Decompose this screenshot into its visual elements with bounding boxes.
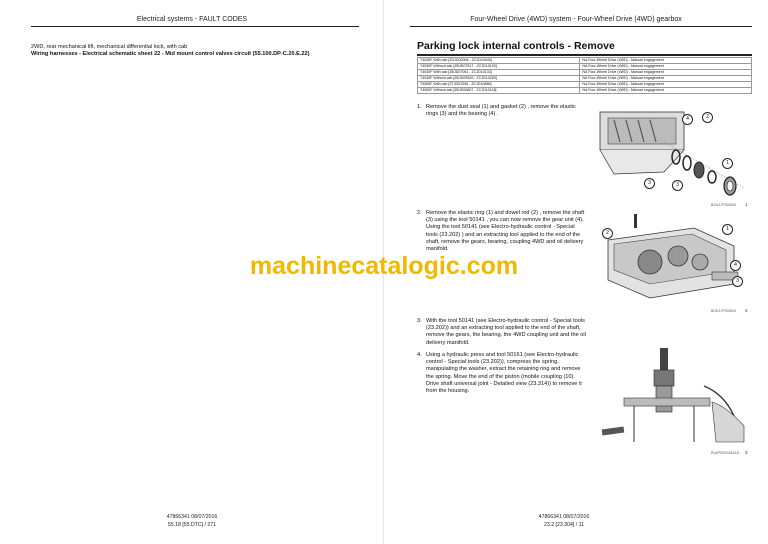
figure-1-number: 1 [745, 202, 748, 207]
model-cell: T4040F Without cab [ZBJD05509 - ZCJD10250] [418, 76, 580, 82]
model-cell: T4030F Without cab [ZBJD07517 - ZCJD10193] [418, 64, 580, 70]
step-4 [417, 352, 587, 395]
model-cell: T4030F With cab [ZDJD03006 - ZCJD10040] [418, 58, 580, 64]
callout-3: 3 [732, 276, 743, 287]
context-line: 2WD, rear mechanical lift, mechanical differential lock, with cab [31, 44, 188, 50]
callout-4: 4 [730, 260, 741, 271]
title-rule [417, 54, 752, 56]
callout-4: 4 [682, 114, 693, 125]
left-page-context [31, 44, 361, 58]
left-header-rule [31, 26, 359, 27]
variant-cell: NA Four-Wheel Drive (4WD) - Manual engagement [580, 70, 752, 76]
model-cell: T4050F With cab [ZTJD01008 - ZCJD10886] [418, 82, 580, 88]
right-page-header: Four-Wheel Drive (4WD) system - Four-Wheel Drive (4WD) gearbox [470, 16, 682, 23]
model-table [417, 57, 752, 94]
figure-1-exploded-view [594, 102, 750, 202]
step-number: 2. [417, 210, 422, 216]
step-1 [417, 104, 587, 118]
figure-3-number: 3 [745, 450, 748, 455]
left-page-header: Electrical systems - FAULT CODES [136, 16, 248, 23]
step-text: Remove the dust seal (1) and gasket (2) , remove the elastic rings (3) and the bearing (4) . [426, 104, 576, 118]
callout-2: 2 [602, 228, 613, 239]
left-footer-doc: 47866341 08/07/2016 [166, 514, 218, 520]
figure-3-press-operation [594, 346, 750, 446]
right-header-rule [410, 26, 752, 27]
step-text: With the tool 50141 (see Electro-hydraulic control - Special tools (23.202)) and an extracting tool applied to the end of the shaft, remove the gears, the bearing, the 4WD coupling unit and the oil delivery manifold. [426, 318, 586, 346]
callout-1: 1 [722, 158, 733, 169]
step-number: 3. [417, 318, 422, 324]
model-row [418, 88, 752, 94]
variant-cell: NA Four-Wheel Drive (4WD) - Manual engagement [580, 82, 752, 88]
step-number: 4. [417, 352, 422, 358]
variant-cell: NA Four-Wheel Drive (4WD) - Manual engagement [580, 64, 752, 70]
variant-cell: NA Four-Wheel Drive (4WD) - Manual engagement [580, 88, 752, 94]
step-number: 1. [417, 104, 422, 110]
figure-1-code: BOIL17F003003 [711, 203, 736, 207]
watermark: machinecatalogic.com [249, 252, 519, 280]
figure-2-code: BOIL17F003004 [711, 309, 736, 313]
step-text: Using a hydraulic press and tool 50161 (see Electro-hydraulic control - Special tools (23.202)), compress the spring, manipulating the washer, extract the retaining ring and remove the spring. Move the end of the piston (mobile coupling (10). Drive shaft universal joint - Detailed view (23.314)) to remove it from the housing. [426, 352, 582, 395]
callout-2: 2 [702, 112, 713, 123]
model-cell: T4050F Without cab [ZBJD06807 - ZCJD10118] [418, 88, 580, 94]
figure-2-number: 2 [745, 308, 748, 313]
right-footer-page: 23.2 [23.304] / 11 [544, 522, 584, 528]
step-3 [417, 318, 587, 347]
variant-cell: NA Four-Wheel Drive (4WD) - Manual engagement [580, 76, 752, 82]
callout-3a: 3 [644, 178, 655, 189]
right-footer-doc: 47866341 08/07/2016 [538, 514, 590, 520]
variant-cell: NA Four-Wheel Drive (4WD) - Manual engagement [580, 58, 752, 64]
callout-1: 1 [722, 224, 733, 235]
context-bold-link[interactable]: Wiring harnesses - Electrical schematic sheet 22 - Mid mount control valves circuit (55.100.DP-C.20.E.22) [31, 51, 310, 58]
model-cell: T4040F With cab [ZBJD07061 - ZCJD10133] [418, 70, 580, 76]
step-text: Remove the elastic ring (1) and dowel rod (2) , remove the shaft (3) using the tool 50141 , you can now remove the gear unit (4). Using the tool 50141 (see Electro-hydraulic control - Special tools (23.202) ) and an extracting tool applied to the end of the shaft, remove the gears, bearing, coupling 4WD and oil delivery manifold. [426, 210, 585, 253]
left-footer-page: 55.18 [55.DTC] / 271 [167, 522, 217, 528]
callout-3b: 3 [672, 180, 683, 191]
section-title: Parking lock internal controls - Remove [417, 40, 615, 52]
figure-3-code: RUKP00D015A1/0 [711, 451, 740, 455]
step-2 [417, 210, 587, 253]
